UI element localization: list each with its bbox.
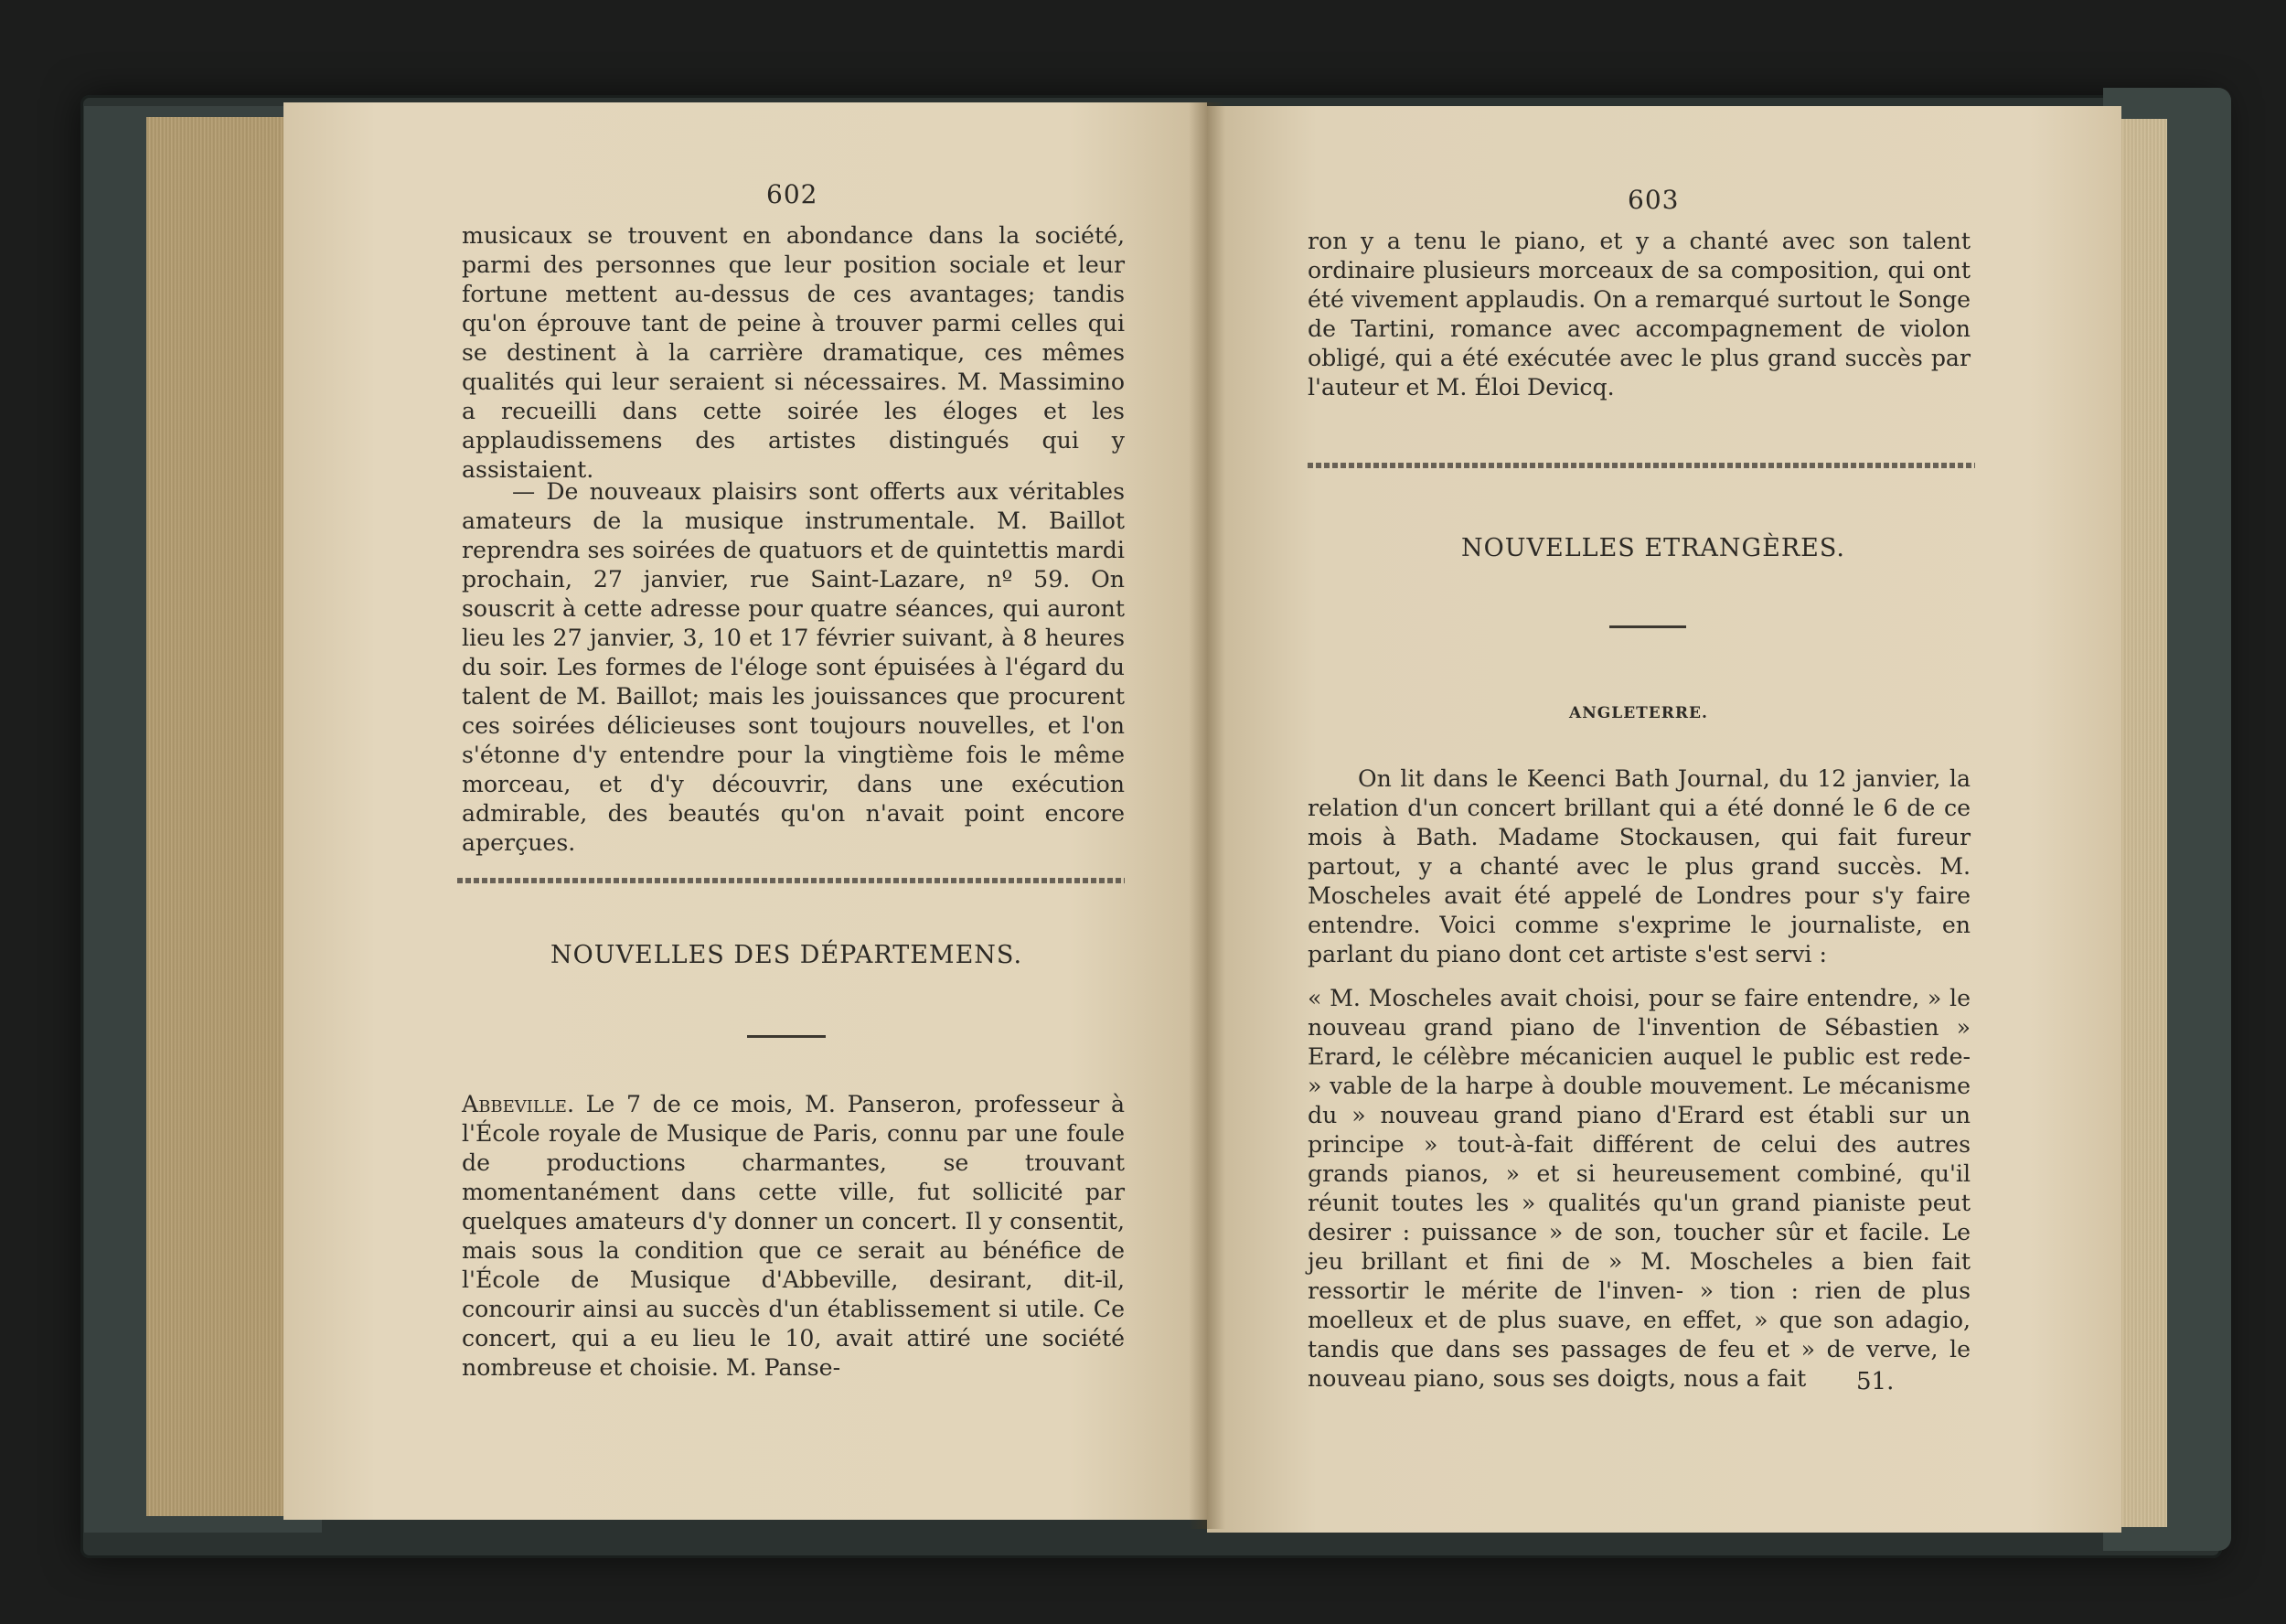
body-paragraph: On lit dans le Keenci Bath Journal, du 12 janvier, la relation d'un concert brillant qui a été donné le 6 de ce mois à Bath. Madame Stockausen, qui fait fureur partout, y a chanté avec le plus grand succès. M. Moscheles avait été appelé de Londres pour s'y faire entendre. Voici comme s'exprime le journaliste, en parlant du piano dont cet artiste s'est servi : (1308, 765, 1971, 967)
abbeville-paragraph (462, 1090, 1125, 1383)
signature-mark: 51. (1856, 1368, 1895, 1395)
section-heading: NOUVELLES ETRANGÈRES. (1461, 534, 1845, 562)
heading-rule (1609, 625, 1686, 628)
section-heading: NOUVELLES DES DÉPARTEMENS. (550, 941, 1023, 969)
body-paragraph: — De nouveaux plaisirs sont offerts aux véritables amateurs de la musique instrumentale. M. Baillot reprendra ses soirées de quatuors et de quintettis mardi prochain, 27 janvier, rue Saint-Lazare, nº 59. On souscrit à cette adresse pour quatre séances, qui auront lieu les 27 janvier, 3, 10 et 17 février suivant, à 8 heures du soir. Les formes de l'éloge sont épuisées à l'égard du talent de M. Baillot; mais les jouissances que procurent ces soirées délicieuses sont toujours nouvelles, et l'on s'étonne d'y entendre pour la vingtième fois le même morceau, et d'y découvrir, dans une exécution admirable, des beautés qu'on n'avait point encore aperçues. (462, 478, 1125, 856)
book-gutter (1189, 102, 1225, 1529)
heading-rule (747, 1035, 826, 1038)
left-page (283, 102, 1207, 1520)
page-edges-left (146, 117, 302, 1516)
body-text: Le 7 de ce mois, M. Panseron, professeur à l'École royale de Musique de Paris, connu par une foule de productions charmantes, se trouvant momentanément dans cette ville, fut sollicité par quelques amateurs d'y donner un concert. Il y consentit, mais sous la condition que ce serait au bénéfice de l'École de Musique d'Abbeville, desirant, dit-il, concourir ainsi au succès d'un établissement si utile. Ce concert, qui a eu lieu le 10, avait attiré une société nombreuse et choisie. M. Panse- (462, 1091, 1125, 1381)
quote-block (1308, 984, 1971, 1394)
bath-paragraph (1308, 764, 1971, 969)
right-page (1207, 106, 2121, 1533)
section-divider (1308, 463, 1975, 468)
page-number: 603 (1628, 185, 1680, 215)
body-paragraph: ron y a tenu le piano, et y a chanté avec son talent ordinaire plusieurs morceaux de sa composition, qui ont été vivement applaudis. On a remarqué surtout le Songe de Tartini, romance avec accompagnement de violon obligé, qui a été exécutée avec le plus grand succès par l'auteur et M. Éloi Devicq. (1308, 228, 1971, 401)
quotation: « M. Moscheles avait choisi, pour se faire entendre, » le nouveau grand piano de l'invention de Sébastien » Erard, le célèbre mécanicien auquel le public est rede- » vable de la harpe à double mouvement. Le mécanisme du » nouveau grand piano d'Erard est établi sur un principe » tout-à-fait différent de celui des autres grands pianos, » et si heureusement combiné, qu'il réunit toutes les » qualités qu'un grand pianiste peut desirer : puissance » de son, toucher sûr et facile. Le jeu brillant et fini de » M. Moscheles a bien fait ressortir le mérite de l'inven- » tion : rien de plus moelleux et de plus suave, en effet, » que son adagio, tandis que dans ses passages de feu et » de verve, le nouveau piano, sous ses doigts, nous a fait (1308, 985, 1971, 1392)
country-subheading: ANGLETERRE. (1569, 704, 1708, 722)
body-paragraph: musicaux se trouvent en abondance dans la société, parmi des personnes que leur position sociale et leur fortune mettent au-dessus de ces avantages; tandis qu'on éprouve tant de peine à trouver parmi celles qui se destinent à la carrière dramatique, ces mêmes qualités qui leur seraient si nécessaires. M. Massimino a recueilli dans cette soirée les éloges et les applaudissemens des artistes distingués qui y assistaient. (462, 222, 1125, 483)
continued-text (1308, 227, 1971, 402)
baillot-paragraph (462, 477, 1125, 858)
section-divider (457, 878, 1125, 883)
page-number: 602 (766, 179, 818, 209)
place-name: Abbeville. (462, 1091, 574, 1117)
continued-text (462, 221, 1125, 485)
